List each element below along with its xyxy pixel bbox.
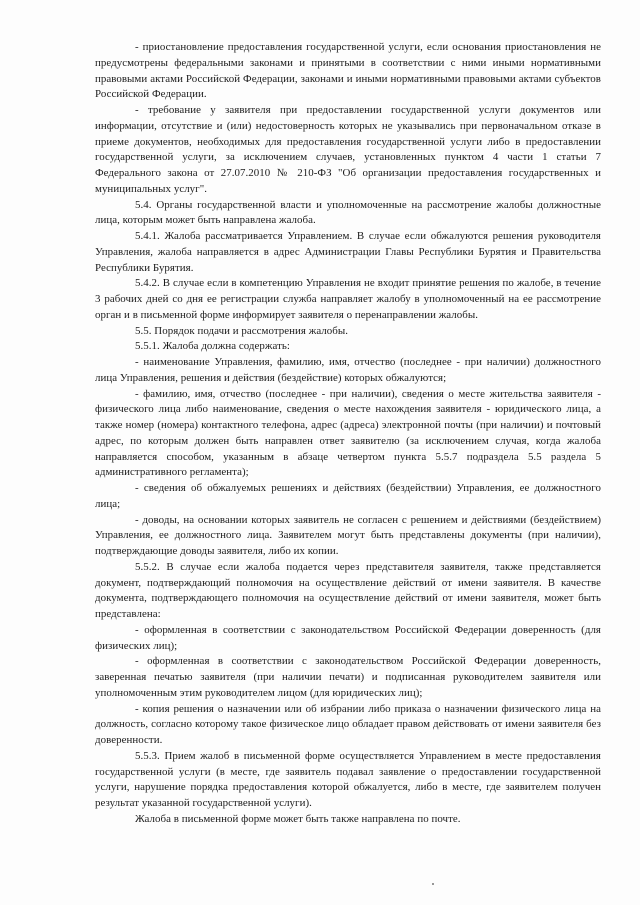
paragraph-complaint-item-authority: - наименование Управления, фамилию, имя, отчество (последнее - при наличии) должностного лица Управления, решения и действия (бездействие) которых обжалуются; bbox=[95, 356, 601, 384]
paragraph-complaint-item-decisions: - сведения об обжалуемых решениях и действиях (бездействии) Управления, ее должностного лица; bbox=[95, 482, 601, 510]
paragraph-5-5: 5.5. Порядок подачи и рассмотрения жалобы. bbox=[135, 324, 349, 337]
paragraph-complaint-item-applicant: - фамилию, имя, отчество (последнее - при наличии), сведения о месте жительства заявителя - физического лица либо наименование, сведения о месте нахождения заявителя - юридического лица, а также номер (номера) контактного телефона, адрес (адреса) электронной почты (при наличии) и почтовый адрес, по которым должен быть направлен ответ заявителю (за исключением случая, когда жалоба направляется способом, указанным в абзаце четвертом пункта 5.5.7 подраздела 5.5 раздела 5 административного регламента); bbox=[95, 387, 601, 479]
paragraph-postal-submission: Жалоба в письменной форме может быть также направлена по почте. bbox=[135, 812, 461, 825]
paragraph-power-of-attorney-individual: - оформленная в соответствии с законодательством Российской Федерации доверенность (для физических лиц); bbox=[95, 623, 601, 652]
paragraph-5-4-1: 5.4.1. Жалоба рассматривается Управлением. В случае если обжалуются решения руководителя Управления, жалоба направляется в адрес Администрации Главы Республики Бурятия и Правительства Республики Бурятия. bbox=[95, 230, 601, 274]
paragraph-5-5-3: 5.5.3. Прием жалоб в письменной форме осуществляется Управлением в месте предоставления государственной услуги (в месте, где заявитель подавал заявление о предоставлении государственной услуги, нарушение порядка предоставления которой обжалуется, либо в месте, где заявителем получен результат указанной государственной услуги). bbox=[95, 749, 601, 809]
paragraph-document-requirement: - требование у заявителя при предоставлении государственной услуги документов или информации, отсутствие и (или) недостоверность которых не указывались при первоначальном отказе в приеме документов, необходимых для предоставления государственной услуги либо в предоставлении государственной услуги, за исключением случаев, установленных пунктом 4 части 1 статьи 7 Федерального закона от 27.07.2010 № 210-ФЗ "Об организации предоставления государственных и муниципальных услуг". bbox=[95, 104, 601, 195]
scan-speck bbox=[432, 883, 434, 885]
paragraph-complaint-item-arguments: - доводы, на основании которых заявитель не согласен с решением и действиями (бездействием) Управления, ее должностного лица. Заявителем могут быть представлены документы (при наличии), подтверждающие доводы заявителя, либо их копии. bbox=[95, 513, 601, 557]
paragraph-suspension: - приостановление предоставления государственной услуги, если основания приостановления не предусмотрены федеральными законами и принятыми в соответствии с ними иными нормативными правовыми актами Российской Федерации, законами и иными нормативными правовыми актами субъектов Российской Федерации. bbox=[95, 41, 601, 101]
paragraph-5-4: 5.4. Органы государственной власти и уполномоченные на рассмотрение жалобы должностные лица, которым может быть направлена жалоба. bbox=[95, 198, 601, 227]
paragraph-appointment-decision: - копия решения о назначении или об избрании либо приказа о назначении физического лица на должность, согласно которому такое физическое лицо обладает правом действовать от имени заявителя без доверенности. bbox=[95, 702, 601, 746]
paragraph-5-5-1: 5.5.1. Жалоба должна содержать: bbox=[135, 340, 290, 353]
paragraph-5-5-2: 5.5.2. В случае если жалоба подается через представителя заявителя, также представляется документ, подтверждающий полномочия на осуществление действий от имени заявителя. В качестве документа, подтверждающего полномочия на осуществление действий от имени заявителя, может быть представлена: bbox=[95, 560, 601, 620]
paragraph-5-4-2: 5.4.2. В случае если в компетенцию Управления не входит принятие решения по жалобе, в течение 3 рабочих дней со дня ее регистрации служба направляет жалобу в уполномоченный на ее рассмотрение орган и в письменной форме информирует заявителя о перенаправлении жалобы. bbox=[95, 277, 601, 321]
document-body bbox=[95, 40, 601, 828]
paragraph-power-of-attorney-legal: - оформленная в соответствии с законодательством Российской Федерации доверенность, заверенная печатью заявителя (при наличии печати) и подписанная руководителем заявителя или уполномоченным этим руководителем лицом (для юридических лиц); bbox=[95, 655, 601, 699]
